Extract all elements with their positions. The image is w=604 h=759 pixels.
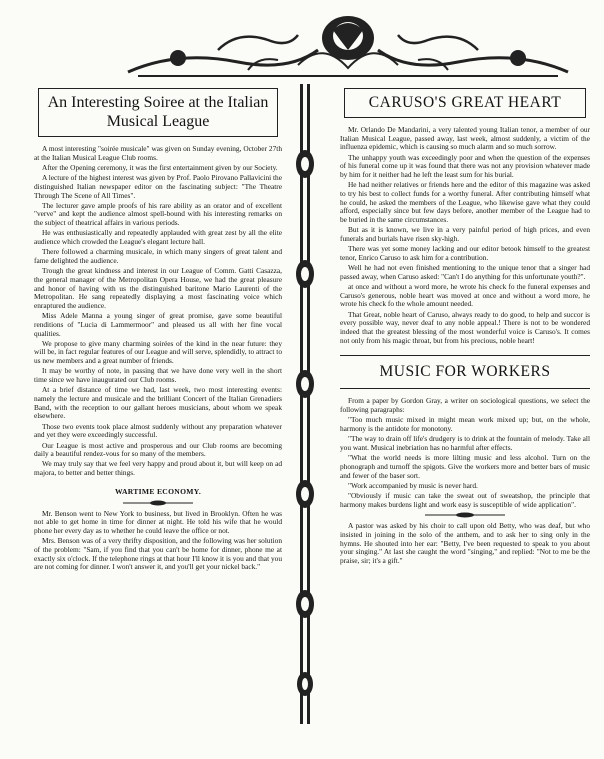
music-for-workers-title: MUSIC FOR WORKERS xyxy=(340,355,590,389)
workers-paragraph-1: From a paper by Gordon Gray, a writer on sociological questions, we select the following paragraphs: xyxy=(340,396,590,415)
caruso-paragraph-7: at once and without a word more, he wrote his check fo the funeral expenses and Caruso's generous, noble heart was moved at once and without a word more, he wrote his check fo the whole amount needed. xyxy=(340,281,590,309)
workers-paragraph-6: "Obviously if music can take the sweat out of sweatshop, the principle that harmony makes burdens light and work easy is susceptible of wide application". xyxy=(340,490,590,509)
soiree-paragraph-10: It may be worthy of note, in passing that we have done very well in the short time since we have inaugurated our Club rooms. xyxy=(34,366,282,385)
wartime-economy-title: WARTIME ECONOMY. xyxy=(114,486,202,496)
soiree-paragraph-2: After the Opening ceremony, it was the first entertainment given by our Society. xyxy=(42,162,278,172)
soiree-paragraph-13: Our League is most active and prosperous and our Club rooms are becoming daily a beautiful rendez-vous for so many of the members. xyxy=(34,440,282,459)
wartime-paragraph-1: Mr. Benson went to New York to business, but lived in Brooklyn. Often he was not able to get home in time for dinner at night. He told his wife that he would phone her every day as to whether he could leave the office or not. xyxy=(34,508,282,535)
caruso-article-title: CARUSO'S GREAT HEART xyxy=(344,88,586,118)
workers-paragraph-4: "What the world needs is more lilting music and less alcohol. Turn on the phonograph and turnoff the spigots. Give the workers more and better bars of music and fewer of the baser sort. xyxy=(340,453,590,480)
soiree-paragraph-4: The lecturer gave ample proofs of his rare ability as an orator and of excellent "verve" and kept the audience almost spell-bound with his interesting remarks on the subject of theatrical affairs in various periods. xyxy=(34,200,282,228)
soiree-paragraph-12: Those two events took place almost suddenly without any preparation whatever and yet they were exceedingly successful. xyxy=(34,421,282,440)
caruso-article-body xyxy=(340,126,590,345)
pastor-paragraph-1: A pastor was asked by his choir to call upon old Betty, who was deaf, but who insisted in joining in the solo of the anthem, and to ask her to sing only in the hymns. He shouted into her ear: "Betty, I've been requested to speak to you about your singing." At last she caught the word "singing," and replied: "Not to me be the praise, sir; it's a gift." xyxy=(340,521,590,566)
caruso-paragraph-4: But as it is known, we live in a very painful period of high prices, and even funerals and burials have risen sky-high. xyxy=(340,225,590,243)
soiree-paragraph-14: We may truly say that we feel very happy and proud about it, but will keep on ad majora, to better and better things. xyxy=(34,459,282,478)
section-divider xyxy=(425,512,505,518)
left-column xyxy=(34,86,282,573)
caruso-paragraph-1: Mr. Orlando De Mandarini, a very talented young Italian tenor, a member of our Italian Musical League, passed away, last week, almost suddenly, a victim of the influenza epidemic, which is causing so much alarm and so much sorrow. xyxy=(340,125,590,152)
soiree-paragraph-7: Trough the great kindness and interest in our League of Comm. Gatti Casazza, the general manager of the Metropolitan Opera House, we had the great pleasure and honor of having with us the distinguished baritone Mario Laurenti of the Metropolitan. He sang repeatedly displaying a most fascinating voice which enraptured the audience. xyxy=(34,266,282,310)
caruso-paragraph-2: The unhappy youth was exceedingly poor and when the question of the expenses of his funeral come up it was found that there was not any provision whatever made by him for it neither had he left the least sum for his burial. xyxy=(340,152,590,180)
soiree-paragraph-1: A most interesting "soirée musicale" was given on Sunday evening, October 27th at the Italian Musical League Club rooms. xyxy=(34,144,282,162)
soiree-article-title: An Interesting Soiree at the Italian Musical League xyxy=(38,88,278,137)
soiree-paragraph-5: He was enthusiastically and repeatedly applauded with great zest by all the elite audience which crowded the League's elegant lecture hall. xyxy=(34,228,282,247)
caruso-paragraph-8: That Great, noble heart of Caruso, always ready to do good, to help and succor is every possible way, never deaf to any noble appeal.! There is not to be wondered indeed that the greatest blessing of the most wonderful voice is Caruso's. It comes not only from his magic throat, but from his precious, noble heart! xyxy=(340,309,590,345)
soiree-paragraph-11: At a brief distance of time we had, last week, two most interesting events: namely the lecture and musicale and the brilliant Concert of the Italian Grenadiers Band, with the reception to our gallant heroes musicians, about whom we speak elsewhere. xyxy=(34,385,282,421)
soiree-paragraph-6: There followed a charming musicale, in which many singers of great talent and fame delighted the audience. xyxy=(34,247,282,265)
section-divider xyxy=(123,500,193,506)
caruso-paragraph-6: Well he had not even finished mentioning to the unique tenor that a singer had passed away, when Caruso asked: "Can't I do anything for this unfortunate youth?". xyxy=(340,263,590,281)
music-for-workers-body xyxy=(340,397,590,509)
right-column xyxy=(340,86,590,567)
wartime-paragraph-2: Mrs. Benson was of a very thrifty disposition, and the following was her solution of the problem: "Sam, if you find that you can't be home for dinner, phone me at exactly six o'clock. If the telephone rings at that hour I'll know it is you and that you are not coming for dinner. I won't answer it, and you'll get your nickel back." xyxy=(34,536,282,572)
soiree-paragraph-3: A lecture of the highest interest was given by Prof. Paolo Pirovano Pallavicini the distinguished Italian newspaper editor on the fascinating subject: "The Theatre Through The Scene of All Times". xyxy=(34,173,282,200)
workers-paragraph-3: "The way to drain off life's drudgery is to drink at the fountain of melody. Take all you want. Musical inebriation has no harmful after effects. xyxy=(340,434,590,452)
header-ornament xyxy=(118,10,578,80)
workers-paragraph-2: "Too much music mixed in might mean work mixed up; but, on the whole, harmony is the antidote for monotony. xyxy=(340,415,590,433)
pastor-anecdote-body xyxy=(340,522,590,566)
soiree-paragraph-9: We propose to give many charming soirées of the kind in the near future: they will be, in fact regular features of our League and will serve, splendidly, to attract to us new members and a great number of friends. xyxy=(34,338,282,366)
caruso-paragraph-3: He had neither relatives or friends here and the editor of this magazine was asked to try his best to collect funds for a worthy funeral. After contributing himself what he could, he asked the members of the League, who likewise gave what they could afford, especially since but few days before, another member of the League had to be buried in the same circumstances. xyxy=(340,180,590,225)
soiree-paragraph-8: Miss Adele Manna a young singer of great promise, gave some beautiful renditions of "Lucia di Lammermoor" and pleased us all with her fine vocal qualities. xyxy=(34,311,282,338)
workers-paragraph-5: "Work accompanied by music is never hard. xyxy=(348,480,478,490)
soiree-article-body xyxy=(34,145,282,478)
caruso-paragraph-5: There was yet some money lacking and our editor betook himself to the greatest tenor, Enrico Caruso to ask him for a contribution. xyxy=(340,244,590,262)
column-divider-ornament xyxy=(290,84,320,724)
wartime-economy-body xyxy=(34,510,282,572)
